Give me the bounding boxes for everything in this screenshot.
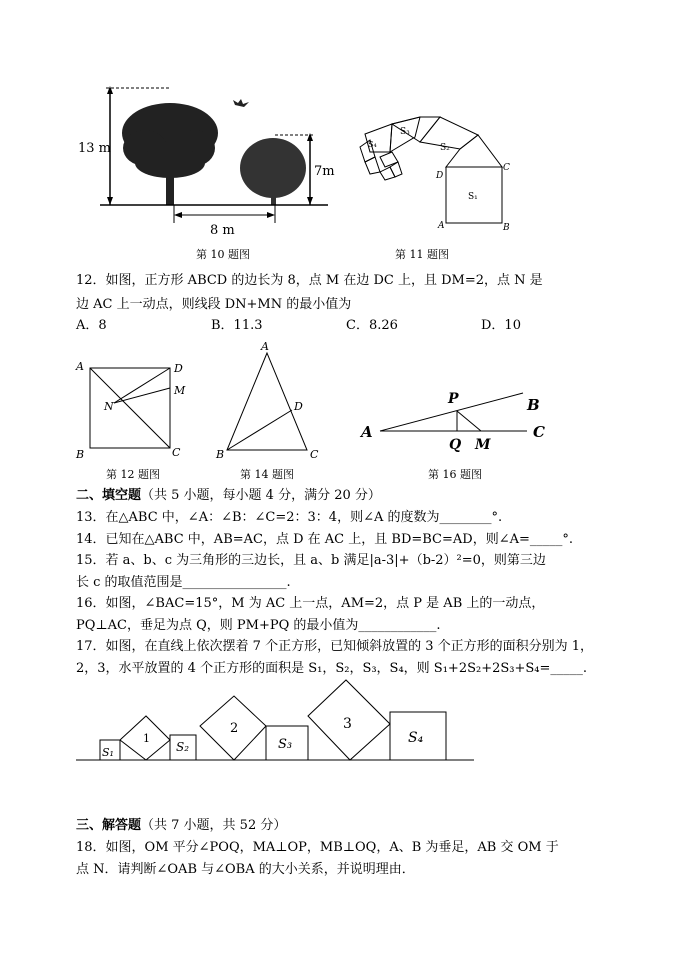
fig11-label-s1: S₁ [468, 192, 478, 202]
q16-line1: 16．如图，∠BAC=15°，M 为 AC 上一点，AM=2，点 P 是 AB 上的一动点， [76, 596, 545, 611]
fig14-label-b: B [216, 448, 225, 461]
q12-option-d: D．10 [481, 318, 521, 333]
fig11-label-s3: S₃ [400, 127, 410, 137]
fig12-label-b: B [76, 448, 85, 461]
fig16-label-b: B [527, 396, 540, 414]
fig11-label-s2: S₂ [440, 143, 450, 153]
figure-10 [70, 78, 335, 238]
fig10-caption: 第 10 题图 [196, 248, 250, 261]
fig10-distance: 8 m [210, 223, 235, 238]
fig10-height-big: 13 m [78, 141, 112, 156]
q18-line2: 点 N．请判断∠OAB 与∠OBA 的大小关系，并说明理由． [76, 862, 415, 877]
figure-12 [74, 358, 194, 463]
fig14-label-c: C [310, 448, 319, 461]
fig17-label-3: 3 [343, 716, 352, 732]
fig11-caption: 第 11 题图 [395, 248, 449, 261]
fig12-caption: 第 12 题图 [106, 468, 160, 481]
fig12-label-n: N [104, 400, 114, 413]
fig10-height-small: 7m [314, 164, 335, 179]
q12-option-a: A．8 [76, 318, 107, 333]
q12-line1: 12．如图，正方形 ABCD 的边长为 8，点 M 在边 DC 上，且 DM=2，点 N 是 [76, 273, 543, 288]
fig17-label-s3: S₃ [278, 737, 293, 752]
section3-desc: （共 7 小题，共 52 分） [141, 818, 287, 833]
fig12-label-m: M [174, 384, 186, 397]
fig16-label-c: C [533, 423, 545, 441]
fig12-label-d: D [174, 362, 183, 375]
q17-line1: 17．如图，在直线上依次摆着 7 个正方形，已知倾斜放置的 3 个正方形的面积分别为 1， [76, 639, 594, 654]
figure-17 [74, 676, 479, 764]
figure-16 [355, 385, 555, 455]
fig17-label-s2: S₂ [176, 740, 190, 754]
fig12-label-c: C [172, 446, 181, 459]
section2-title: 二、填空题 [76, 488, 142, 503]
fig16-caption: 第 16 题图 [428, 468, 482, 481]
fig11-label-s4: S₄ [368, 140, 377, 149]
fig11-label-c: C [503, 163, 510, 173]
q12-line2: 边 AC 上一动点，则线段 DN+MN 的最小值为 [76, 297, 352, 312]
section2-desc: （共 5 小题，每小题 4 分，满分 20 分） [141, 488, 381, 503]
q12-option-c: C．8.26 [346, 318, 398, 333]
q14: 14．已知在△ABC 中，AB=AC，点 D 在 AC 上，且 BD=BC=AD，则∠A=_____°. [76, 532, 574, 547]
big-tree [122, 103, 218, 205]
q15-line1: 15．若 a、b、c 为三角形的三边长，且 a、b 满足|a-3|+（b-2）²=0，则第三边 [76, 553, 546, 568]
fig17-label-s4: S₄ [408, 730, 424, 746]
figure-11 [350, 112, 520, 234]
small-tree [240, 138, 306, 205]
fig17-label-2: 2 [230, 721, 239, 736]
q13: 13．在△ABC 中，∠A：∠B：∠C=2：3：4，则∠A 的度数为________°. [76, 510, 503, 525]
figure-14 [212, 340, 324, 462]
fig11-label-a: A [438, 221, 445, 231]
q16-line2: PQ⊥AC，垂足为点 Q，则 PM+PQ 的最小值为____________. [76, 618, 441, 633]
q17-line2: 2，3，水平放置的 4 个正方形的面积是 S₁，S₂，S₃，S₄，则 S₁+2S₂+2S₃+S₄=_____. [76, 661, 588, 676]
bird-icon [233, 99, 249, 107]
fig16-label-p: P [448, 391, 459, 407]
q15-line2: 长 c 的取值范围是________________. [76, 575, 291, 590]
fig11-label-b: B [503, 223, 510, 233]
fig16-label-m: M [475, 437, 491, 453]
fig14-caption: 第 14 题图 [240, 468, 294, 481]
section3-header [76, 818, 286, 834]
section3-title: 三、解答题 [76, 818, 142, 833]
section2-header [76, 488, 381, 504]
fig16-label-q: Q [449, 437, 462, 453]
fig14-label-d: D [294, 400, 303, 413]
fig12-label-a: A [76, 360, 84, 373]
fig11-label-d: D [436, 171, 444, 181]
q18-line1: 18．如图，OM 平分∠POQ，MA⊥OP，MB⊥OQ，A、B 为垂足，AB 交 OM 于 [76, 840, 559, 855]
fig14-label-a: A [261, 340, 269, 353]
q12-option-b: B．11.3 [211, 318, 263, 333]
fig16-label-a: A [361, 423, 373, 441]
fig17-label-s1: S₁ [102, 746, 114, 759]
fig17-label-1: 1 [143, 732, 150, 745]
